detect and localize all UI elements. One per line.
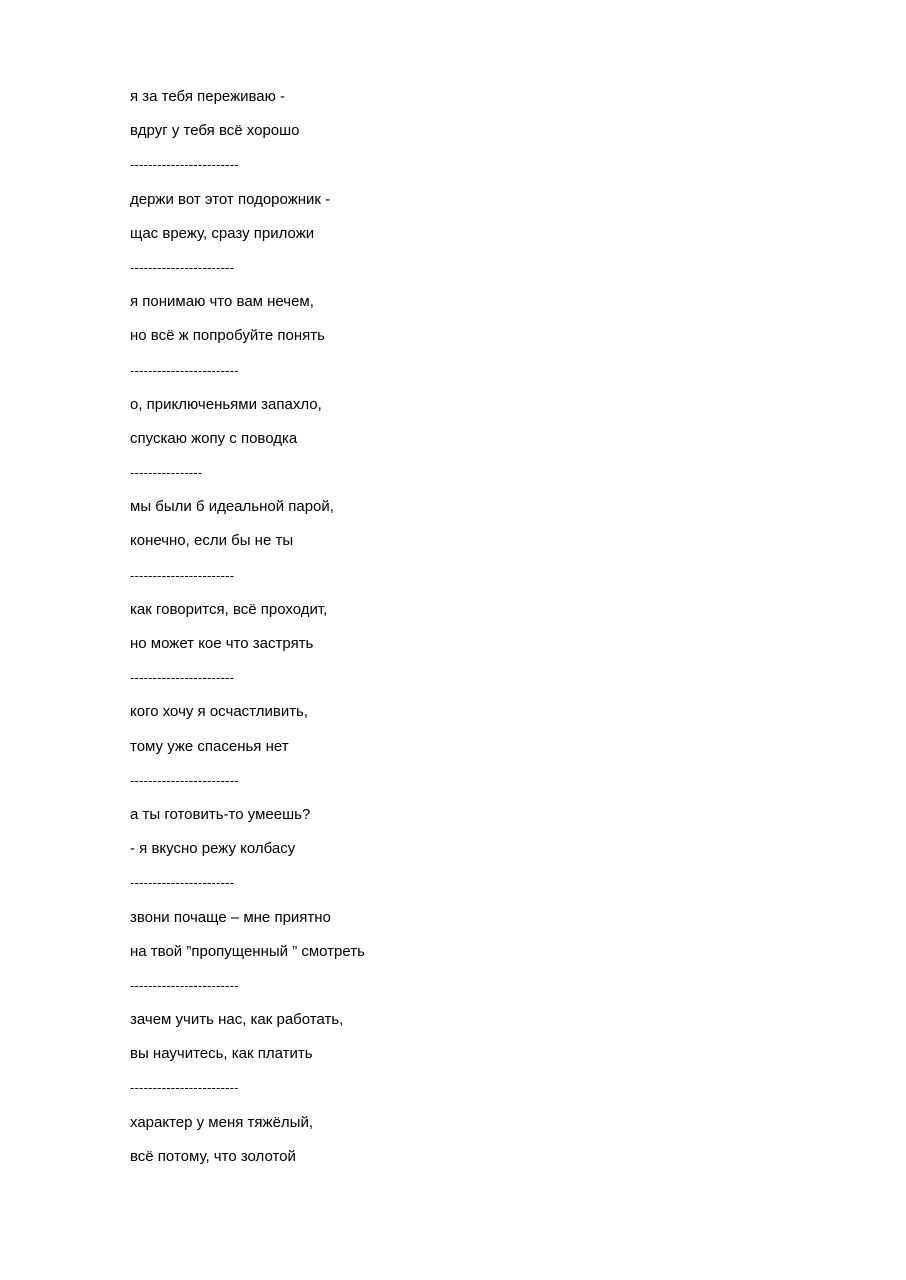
text-line: но может кое что застрять [130, 635, 314, 652]
text-line: конечно, если бы не ты [130, 532, 294, 550]
text-line: щас врежу, сразу приложи [130, 224, 315, 242]
separator-line: ------------------------ [130, 362, 239, 378]
separator-line: ------------------------ [130, 772, 239, 788]
text-line: характер у меня тяжёлый, [130, 1113, 313, 1131]
text-line: кого хочу я осчастливить, [130, 703, 309, 721]
text-line: на твой ”пропущенный ” смотреть [130, 942, 365, 960]
separator-line: ------------------------ [130, 157, 239, 173]
separator-line: ----------------------- [130, 670, 235, 686]
text-line: как говорится, всё проходит, [130, 600, 328, 618]
text-line: тому уже спасенья нет [130, 737, 289, 755]
separator-line: ----------------------- [130, 875, 235, 891]
text-line: я за тебя переживаю - [130, 88, 286, 105]
separator-line: ----------------------- [130, 567, 235, 583]
text-line: всё потому, что золотой [130, 1147, 296, 1165]
text-line: о, приключеньями запахло, [130, 395, 322, 413]
separator-line: ----------------------- [130, 259, 235, 275]
text-line: держи вот этот подорожник - [130, 190, 331, 208]
separator-line: ------------------------ [130, 977, 239, 993]
text-line: зачем учить нас, как работать, [130, 1011, 344, 1029]
text-line: но всё ж попробуйте понять [130, 327, 325, 345]
separator-line: ------------------------ [130, 1080, 239, 1096]
text-line: я понимаю что вам нечем, [130, 293, 314, 311]
text-line: мы были б идеальной парой, [130, 498, 334, 516]
text-line: а ты готовить-то умеешь? [130, 805, 311, 823]
text-line: звони почаще – мне приятно [130, 908, 331, 926]
poem-text-block [130, 86, 365, 1180]
separator-line: ---------------- [130, 465, 203, 481]
text-line: вдруг у тебя всё хорошо [130, 122, 300, 140]
text-line: вы научитесь, как платить [130, 1045, 313, 1063]
text-line: - я вкусно режу колбасу [130, 840, 296, 858]
text-line: спускаю жопу с поводка [130, 429, 298, 447]
